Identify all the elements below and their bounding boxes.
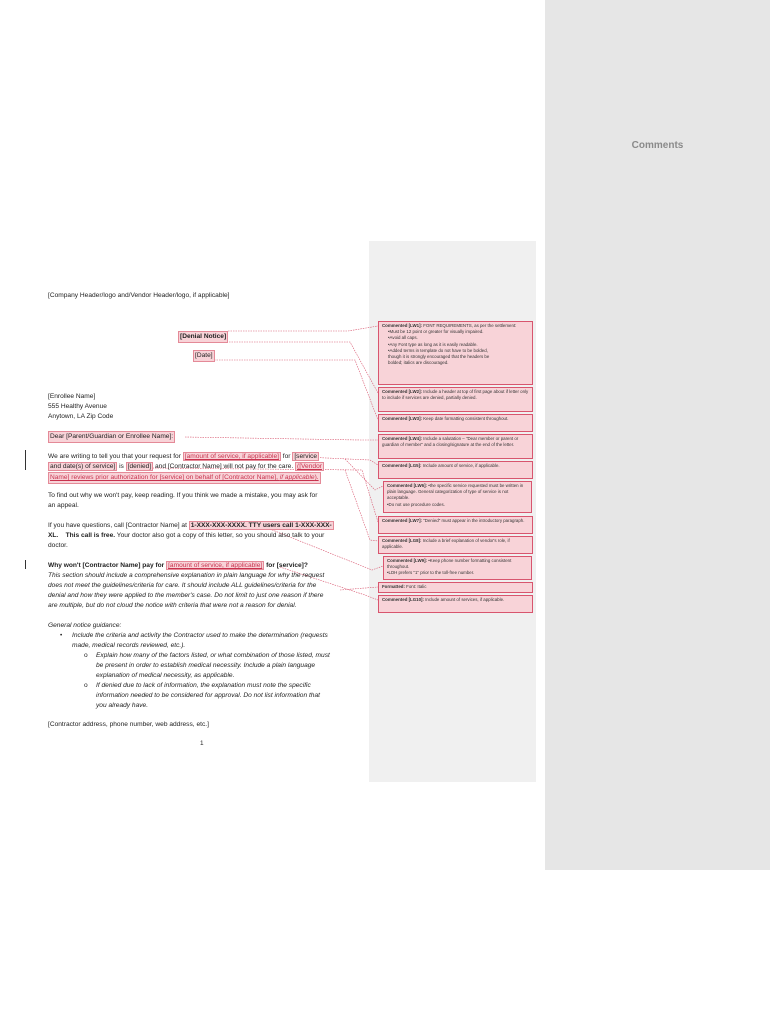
para1-vendor-role: Name] reviews prior authorization for [service] on behalf of [Contractor Name],	[50, 474, 280, 481]
comment-author: Commented [LW3]:	[382, 416, 423, 421]
sub1-line2: be present in order to establish medical necessity. Include a plain language	[96, 662, 316, 669]
comment-line: •Avoid all caps.	[388, 335, 418, 341]
comment-lw2[interactable]	[378, 387, 533, 412]
enrollee-street: 555 Healthy Avenue	[48, 403, 107, 410]
comment-text: Include a header at top of first page about if letter only to include if services are denied, partially denied.	[382, 389, 529, 401]
para3-text-a: If you have questions, call [Contractor Name] at	[48, 522, 189, 529]
comment-author: Commented [LG5]:	[382, 463, 422, 468]
comment-author: Commented [LG8]:	[382, 538, 422, 543]
comment-line: •Added terms in template do not have to be bolded,	[388, 347, 488, 353]
sub2-line2: information needed to be considered for approval. Do not list information that	[96, 692, 320, 699]
why-line-1: This section should include a comprehensive explanation in plain language for why the request	[48, 572, 325, 579]
comment-author: Commented [LG10]:	[382, 597, 424, 602]
guidance-title: General notice guidance:	[48, 622, 122, 629]
comment-author: Commented [LW7]:	[382, 518, 423, 523]
comment-text: "Denied" must appear in the introductory paragraph.	[422, 518, 525, 523]
comment-line: •Must be 12 point or greater for visually impaired.	[388, 329, 484, 335]
comment-line: bolded; italics are discouraged.	[388, 360, 449, 366]
comment-lg5[interactable]	[378, 461, 533, 479]
comment-author: Commented [LW4]:	[382, 436, 423, 441]
bullet1-line2: made, medical records reviewed, etc.).	[72, 642, 186, 649]
why-line-4: are multiple, but do not cloud the notice with criteria that were not a reason for denial.	[48, 602, 297, 609]
comment-line: •Do not use procedure codes.	[387, 501, 445, 507]
comment-text: •the specific service requested must be written in plain language. General categorization of type of service is not acceptable.	[387, 483, 524, 501]
comment-author: Formatted:	[382, 584, 405, 589]
notice-date: [Date]	[193, 350, 215, 362]
comment-line: though it is strongly encouraged that the headers be	[388, 354, 490, 360]
company-header: [Company Header/logo and/Vendor Header/logo, if applicable]	[48, 292, 230, 299]
comment-text: Keep date formatting consistent throughout.	[422, 416, 509, 421]
comment-lw3[interactable]	[378, 414, 533, 432]
para1-service: [service	[294, 453, 318, 460]
change-bar	[25, 450, 26, 470]
comment-text: •Keep phone number formatting consistent throughout.	[387, 558, 512, 570]
sub1-line1: Explain how many of the factors listed, or what combination of those listed, must	[96, 652, 330, 659]
para2-line2: an appeal.	[48, 502, 79, 509]
comment-author: Commented [LW2]:	[382, 389, 423, 394]
enrollee-name: [Enrollee Name]	[48, 393, 96, 400]
comment-text: Font: Italic	[404, 584, 427, 589]
sub-bullet-2-mark: o	[84, 682, 88, 689]
sub1-line3: explanation of medical necessity, as applicable.	[96, 672, 235, 679]
para1-text-c: for	[280, 453, 293, 460]
comment-author: Commented [LW1]:	[382, 323, 423, 328]
para1-text-a: We are writing to tell you that your request for	[48, 453, 183, 460]
change-bar-2	[25, 560, 26, 569]
comment-lw9[interactable]	[383, 556, 532, 580]
para3-xl: XL.	[48, 532, 59, 539]
comment-text: Include a salutation – "Dear member or parent or guardian of member" and a closing/signature at the end of the letter.	[382, 436, 519, 448]
para1-close: ).	[314, 474, 319, 481]
para2-line1: To find out why we won't pay, keep reading. If you think we made a mistake, you may ask for	[48, 492, 318, 499]
comment-line: •LDH prefers "1" prior to the toll-free number.	[387, 570, 475, 576]
bullet1-line1: Include the criteria and activity the Contractor used to make the determination (requests	[72, 632, 328, 639]
comment-lg10[interactable]	[378, 595, 533, 613]
para3-line1	[48, 521, 334, 531]
bullet-dot: •	[60, 632, 63, 639]
para1-denied: [denied]	[127, 463, 152, 470]
para1-line2	[48, 462, 324, 472]
salutation: Dear [Parent/Guardian or Enrollee Name]:	[48, 431, 175, 443]
sub-bullet-1-mark: o	[84, 652, 88, 659]
para1-text-h: and [Contractor Name] will not pay for the care.	[153, 463, 295, 470]
sub2-line1: If denied due to lack of information, the explanation must note the specific	[96, 682, 311, 689]
comment-lw4[interactable]	[378, 434, 533, 459]
para3-line3: doctor.	[48, 542, 68, 549]
para1-line3	[48, 472, 321, 484]
comment-text: FONT REQUIREMENTS, as per the settlement:	[422, 323, 517, 328]
denial-notice-title: [Denial Notice]	[178, 331, 228, 343]
page-number: 1	[200, 740, 204, 747]
comment-lw6[interactable]	[383, 481, 532, 513]
comment-author: Commented [LW9]:	[387, 558, 428, 563]
comment-lw1[interactable]	[378, 321, 533, 385]
comment-text: Include amount of service, if applicable.	[421, 463, 500, 468]
para1-text-f: is	[117, 463, 126, 470]
formatted-italic[interactable]	[378, 582, 533, 593]
why-line-3: denial and how they were applied to the member's case. Do not limit to just one reason if there	[48, 592, 324, 599]
para1-vendor: ([Vendor	[297, 463, 322, 470]
contractor-footer: [Contractor address, phone number, web address, etc.]	[48, 721, 209, 728]
comment-author: Commented [LW6]:	[387, 483, 428, 488]
comment-text: Include amount of services, if applicable.	[423, 597, 505, 602]
para1-line1	[48, 452, 319, 462]
why-text-a: Why won't [Contractor Name] pay for	[48, 562, 167, 569]
comment-lw7[interactable]	[378, 516, 533, 534]
why-heading	[48, 561, 308, 571]
why-line-2: does not meet the guidelines/criteria for care. It should include ALL guidelines/criteria for the	[48, 582, 317, 589]
comment-text: Include a brief explanation of vendor's role, if applicable.	[382, 538, 510, 550]
para3-line2	[48, 531, 324, 541]
sub2-line3: you already have.	[96, 702, 149, 709]
para3-phone: 1-XXX-XXX-XXXX. TTY users call 1-XXX-XXX-	[190, 522, 332, 529]
para1-dates: and date(s) of service]	[50, 463, 116, 470]
comment-line: •Any Font type as long as it is easily readable.	[388, 341, 478, 347]
why-text-c: for [service]?	[264, 562, 308, 569]
enrollee-city: Anytown, LA Zip Code	[48, 413, 114, 420]
para3-free: This call is free.	[65, 532, 116, 539]
comment-lg8[interactable]	[378, 536, 533, 554]
sidebar-label: Comments	[631, 140, 684, 151]
para3-text-e: Your doctor also got a copy of this letter, so you should also talk to your	[115, 532, 325, 539]
why-amount-link: [amount of service, if applicable]	[168, 562, 263, 569]
para1-if-applicable: if applicable	[279, 474, 315, 481]
para1-amount-link: [amount of service, if applicable]	[184, 453, 279, 460]
